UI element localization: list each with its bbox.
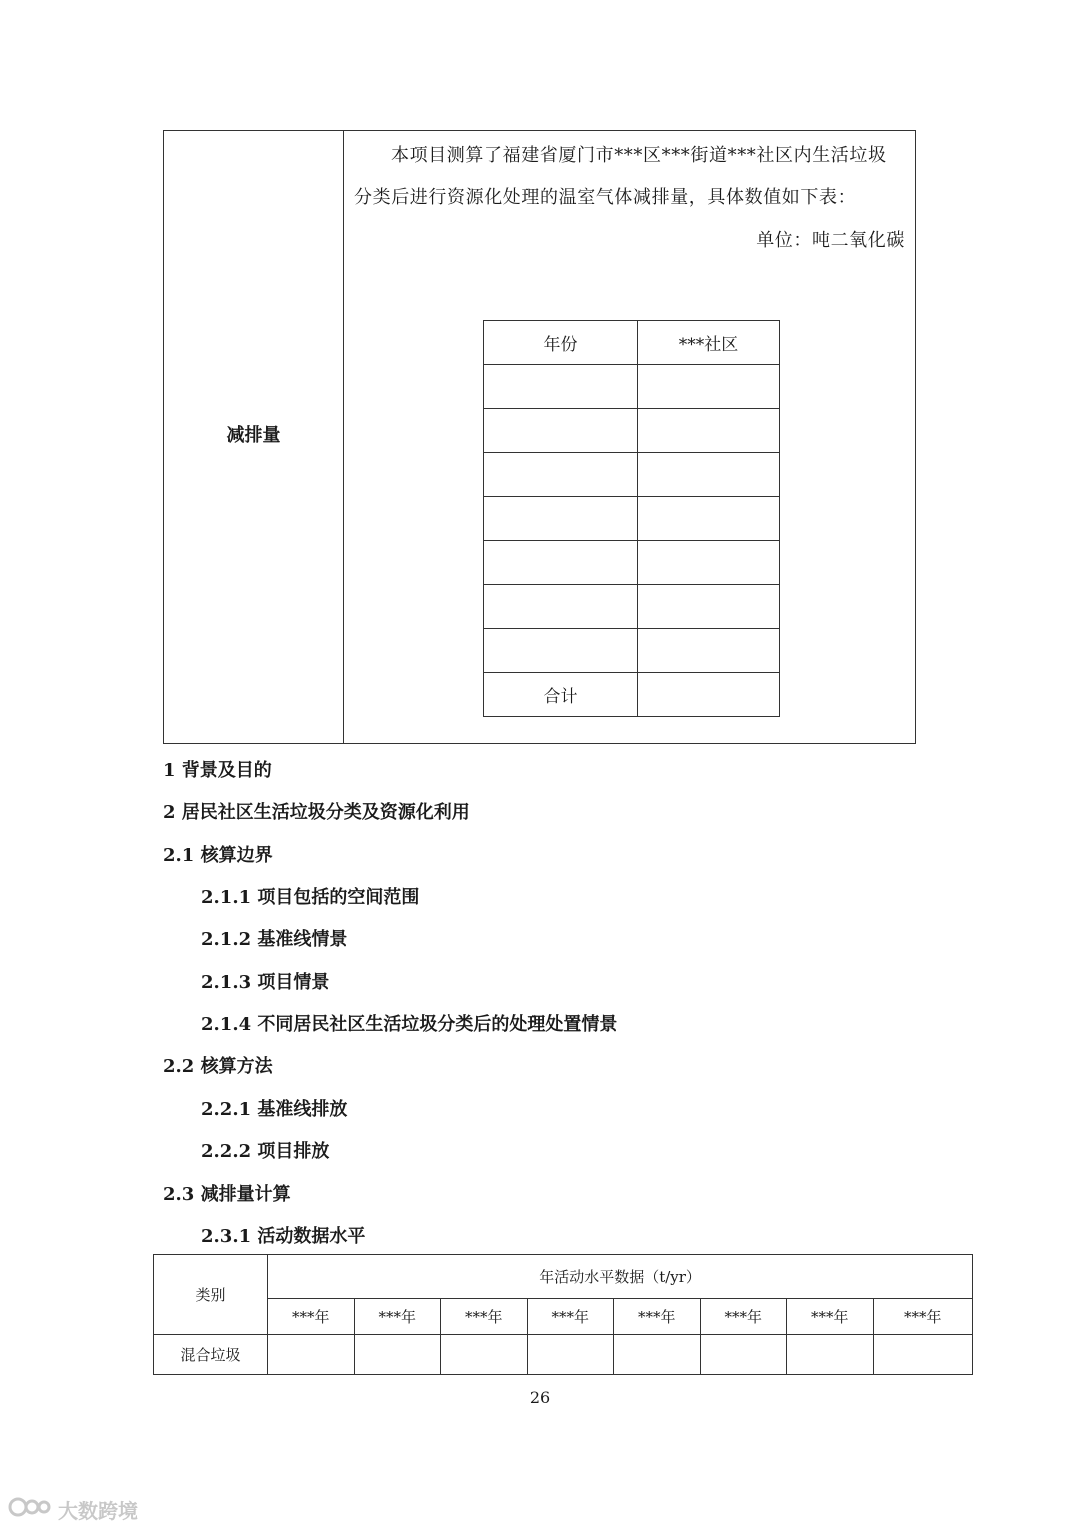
- table-row: [154, 1299, 973, 1335]
- year-header: 年份: [484, 321, 638, 365]
- heading-1: 1 背景及目的: [163, 760, 272, 781]
- table-row: [484, 321, 780, 365]
- table-row: [484, 453, 780, 497]
- heading-2-2-2: 2.2.2 项目排放: [201, 1141, 330, 1162]
- watermark-text: 大数跨境: [58, 1499, 138, 1523]
- table-row: [484, 409, 780, 453]
- heading-2-3: 2.3 减排量计算: [163, 1184, 291, 1205]
- reduction-label: 减排量: [226, 425, 281, 446]
- heading-2-3-1: 2.3.1 活动数据水平: [201, 1226, 366, 1247]
- activity-data-table: [153, 1254, 973, 1375]
- reduction-table: [163, 130, 916, 744]
- heading-2-1-4: 2.1.4 不同居民社区生活垃圾分类后的处理处置情景: [201, 1014, 618, 1035]
- table-cell: [484, 585, 638, 629]
- table-cell: [638, 453, 780, 497]
- table-cell: [873, 1335, 973, 1375]
- table-divider: [343, 131, 344, 743]
- year-cell: ***年: [700, 1299, 787, 1335]
- total-label: 合计: [484, 673, 638, 717]
- table-cell: [268, 1335, 355, 1375]
- unit-label: 单位：吨二氧化碳: [756, 230, 905, 251]
- table-cell: [638, 409, 780, 453]
- watermark-logo-icon: [8, 1494, 52, 1525]
- heading-2-2: 2.2 核算方法: [163, 1056, 273, 1077]
- table-row: [484, 365, 780, 409]
- year-cell: ***年: [787, 1299, 874, 1335]
- community-header: ***社区: [638, 321, 780, 365]
- heading-2-1-1: 2.1.1 项目包括的空间范围: [201, 887, 420, 908]
- category-header: 类别: [154, 1255, 268, 1335]
- year-cell: ***年: [441, 1299, 528, 1335]
- table-cell: [638, 541, 780, 585]
- activity-header: 年活动水平数据（t/yr）: [268, 1255, 973, 1299]
- table-cell: [614, 1335, 701, 1375]
- table-row: [154, 1335, 973, 1375]
- table-cell: [787, 1335, 874, 1375]
- table-cell: [638, 365, 780, 409]
- heading-2-1-3: 2.1.3 项目情景: [201, 972, 330, 993]
- table-row: [484, 497, 780, 541]
- table-row: [484, 541, 780, 585]
- intro-line-2: 分类后进行资源化处理的温室气体减排量，具体数值如下表：: [354, 187, 857, 208]
- intro-line-1: 本项目测算了福建省厦门市***区***街道***社区内生活垃圾: [391, 145, 887, 166]
- heading-2-1-2: 2.1.2 基准线情景: [201, 929, 348, 950]
- table-cell: [484, 453, 638, 497]
- year-cell: ***年: [527, 1299, 614, 1335]
- table-cell: [441, 1335, 528, 1375]
- heading-2: 2 居民社区生活垃圾分类及资源化利用: [163, 802, 470, 823]
- table-cell: [638, 585, 780, 629]
- table-row: [484, 629, 780, 673]
- table-cell: [527, 1335, 614, 1375]
- mixed-waste-label: 混合垃圾: [154, 1335, 268, 1375]
- watermark: [8, 1494, 138, 1525]
- year-cell: ***年: [614, 1299, 701, 1335]
- page-number: 26: [529, 1388, 551, 1407]
- table-row: [154, 1255, 973, 1299]
- year-cell: ***年: [873, 1299, 973, 1335]
- table-cell: [484, 497, 638, 541]
- table-cell: [638, 673, 780, 717]
- table-cell: [484, 541, 638, 585]
- table-cell: [638, 629, 780, 673]
- table-row: [484, 673, 780, 717]
- table-cell: [484, 409, 638, 453]
- table-row: [484, 585, 780, 629]
- table-cell: [638, 497, 780, 541]
- table-cell: [354, 1335, 441, 1375]
- table-cell: [484, 629, 638, 673]
- heading-2-2-1: 2.2.1 基准线排放: [201, 1099, 348, 1120]
- inner-year-table: [483, 320, 780, 717]
- year-cell: ***年: [354, 1299, 441, 1335]
- heading-2-1: 2.1 核算边界: [163, 845, 273, 866]
- table-cell: [700, 1335, 787, 1375]
- year-cell: ***年: [268, 1299, 355, 1335]
- table-cell: [484, 365, 638, 409]
